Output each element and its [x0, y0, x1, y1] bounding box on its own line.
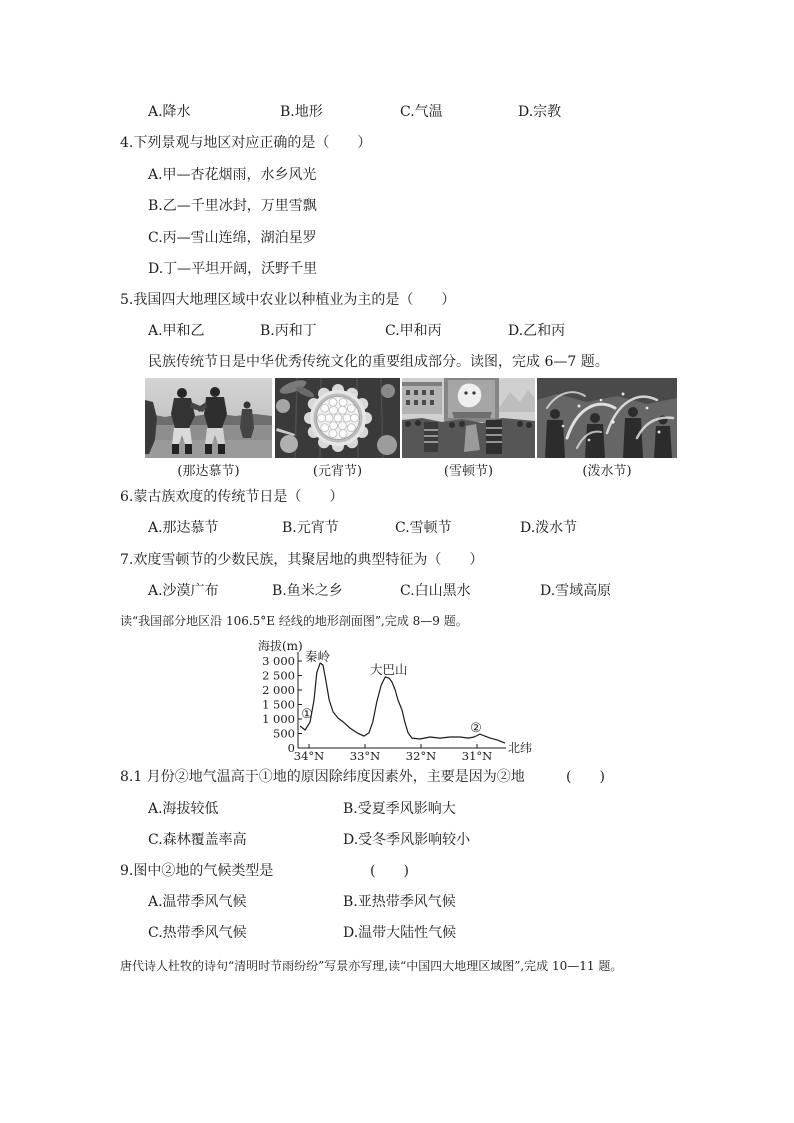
nadam-festival-photo — [145, 378, 272, 458]
q4-option-c: C.丙—雪山连绵，湖泊星罗 — [148, 230, 317, 246]
intro-6-7: 民族传统节日是中华优秀传统文化的重要组成部分。读图，完成 6—7 题。 — [148, 354, 609, 370]
q6-option-c: C.雪顿节 — [395, 520, 452, 536]
x-tick-label: 32°N — [405, 749, 437, 763]
y-tick-label: 3 000 — [262, 654, 295, 668]
q8-option-d: D.受冬季风影响较小 — [343, 832, 471, 848]
q4-option-a: A.甲—杏花烟雨，水乡风光 — [148, 167, 317, 183]
q6-option-a: A.那达慕节 — [148, 520, 219, 536]
q5-option-b: B.丙和丁 — [260, 323, 317, 339]
point-1-marker: ① — [301, 707, 313, 722]
x-ticks — [294, 744, 492, 763]
q5-stem: 5.我国四大地理区域中农业以种植业为主的是（ ） — [120, 292, 456, 308]
thangka — [444, 378, 499, 422]
q7-stem: 7.欢度雪顿节的少数民族，其聚居地的典型特征为（ ） — [120, 552, 484, 568]
y-axis-label: 海拔(m) — [258, 639, 303, 653]
x-axis-label: 北纬 — [508, 741, 533, 755]
q6-option-d: D.泼水节 — [520, 520, 578, 536]
q8-answer-parentheses: ( ) — [566, 769, 605, 785]
y-tick-label: 1 000 — [262, 712, 295, 726]
monastery-building — [402, 382, 442, 414]
y-tick-label: 1 500 — [262, 697, 295, 712]
q8-option-c: C.森林覆盖率高 — [148, 832, 247, 848]
q9-option-d: D.温带大陆性气候 — [343, 925, 457, 941]
terrain-profile-chart — [250, 636, 550, 764]
lantern-festival-photo — [275, 378, 400, 458]
intro-8-9: 读“我国部分地区沿 106.5°E 经线的地形剖面图”,完成 8—9 题。 — [120, 614, 468, 628]
q8-option-a: A.海拔较低 — [148, 801, 219, 817]
intro-10-11: 唐代诗人杜牧的诗句“清明时节雨纷纷”写景亦写理,读“中国四大地理区域图”,完成 10—11 题。 — [120, 959, 623, 973]
caption-shoton: (雪顿节) — [443, 464, 494, 479]
q6-option-b: B.元宵节 — [282, 520, 339, 536]
q7-option-b: B.鱼米之乡 — [272, 583, 343, 599]
q9-option-c: C.热带季风气候 — [148, 925, 247, 941]
q9-option-b: B.亚热带季风气候 — [343, 894, 456, 910]
y-ticks — [262, 654, 302, 755]
q7-option-d: D.雪域高原 — [540, 583, 612, 599]
q9-answer-parentheses: ( ) — [370, 863, 409, 879]
q5-option-c: C.甲和丙 — [385, 323, 442, 339]
y-tick-label: 500 — [273, 726, 295, 741]
crowd-and-dancers — [402, 418, 535, 458]
q3-option-c: C.气温 — [400, 104, 443, 120]
q7-option-a: A.沙漠广布 — [148, 583, 219, 599]
caption-water-splashing: (泼水节) — [582, 464, 632, 479]
q8-stem: 8.1 月份②地气温高于①地的原因除纬度因素外，主要是因为②地 — [120, 769, 525, 785]
x-tick-label: 33°N — [349, 749, 381, 763]
y-tick-label: 2 000 — [262, 683, 295, 697]
caption-lantern: (元宵节) — [312, 464, 363, 479]
y-tick-label: 0 — [287, 741, 295, 755]
q4-stem: 4.下列景观与地区对应正确的是（ ） — [120, 135, 372, 151]
q4-option-d: D.丁—平坦开阔，沃野千里 — [148, 261, 318, 277]
q9-stem: 9.图中②地的气候类型是 — [120, 863, 274, 879]
shoton-festival-photo — [402, 378, 535, 458]
q3-option-d: D.宗教 — [518, 104, 562, 120]
x-tick-label: 34°N — [293, 749, 325, 763]
q8-option-b: B.受夏季风影响大 — [343, 801, 456, 817]
q4-option-b: B.乙—千里冰封，万里雪飘 — [148, 198, 317, 214]
x-tick-label: 31°N — [461, 749, 493, 763]
dabashan-label: 大巴山 — [370, 662, 408, 677]
q6-stem: 6.蒙古族欢度的传统节日是（ ） — [120, 489, 344, 505]
caption-nadam: (那达慕节) — [177, 464, 240, 479]
y-tick-label: 2 500 — [262, 668, 295, 683]
q5-option-a: A.甲和乙 — [148, 323, 205, 339]
q9-option-a: A.温带季风气候 — [148, 894, 247, 910]
q5-option-d: D.乙和丙 — [508, 323, 566, 339]
qinling-label: 秦岭 — [305, 649, 331, 664]
q3-option-b: B.地形 — [280, 104, 323, 120]
q7-option-c: C.白山黑水 — [400, 583, 471, 599]
point-2-marker: ② — [470, 721, 482, 736]
water-splashing-festival-photo — [537, 378, 677, 458]
q3-option-a: A.降水 — [148, 104, 191, 120]
